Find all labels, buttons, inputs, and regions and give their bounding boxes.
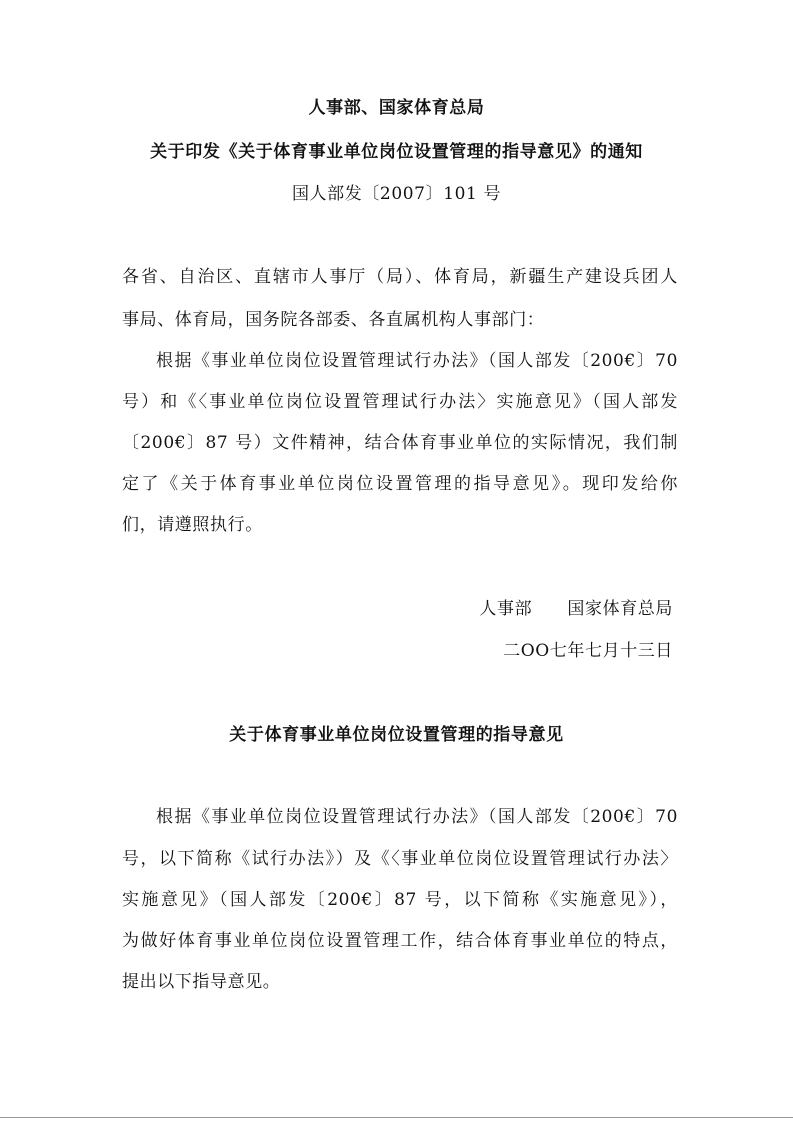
notice-body-line: 定了《关于体育事业单位岗位设置管理的指导意见》。现印发给你 bbox=[122, 474, 678, 494]
document-number: 国人部发〔2007〕101 号 bbox=[291, 184, 502, 204]
issue-date: 二OO七年七月十三日 bbox=[503, 641, 673, 661]
guidance-body-line: 实施意见》（国人部发〔200€〕87 号，以下简称《实施意见》）， bbox=[122, 890, 678, 910]
issuers-heading: 人事部、国家体育总局 bbox=[308, 98, 485, 118]
guidance-body-line: 根据《事业单位岗位设置管理试行办法》（国人部发〔200€〕70 bbox=[156, 807, 678, 827]
notice-body-line: 〔200€〕87 号）文件精神，结合体育事业单位的实际情况，我们制 bbox=[122, 433, 678, 453]
signatories: 人事部 国家体育总局 bbox=[479, 599, 673, 619]
notice-body-line: 号）和《〈事业单位岗位设置管理试行办法〉实施意见》（国人部发 bbox=[122, 392, 678, 412]
notice-body-line: 根据《事业单位岗位设置管理试行办法》（国人部发〔200€〕70 bbox=[156, 351, 678, 371]
addressee-line: 事局、体育局，国务院各部委、各直属机构人事部门： bbox=[122, 310, 545, 330]
guidance-body-line: 为做好体育事业单位岗位设置管理工作，结合体育事业单位的特点， bbox=[122, 931, 678, 951]
guidance-body-line: 号，以下简称《试行办法》）及《〈事业单位岗位设置管理试行办法〉 bbox=[122, 849, 678, 869]
page-bottom-divider bbox=[0, 1117, 793, 1118]
notice-body-line: 们，请遵照执行。 bbox=[122, 515, 263, 535]
guidance-body-line: 提出以下指导意见。 bbox=[122, 972, 281, 992]
addressee-line: 各省、自治区、直辖市人事厅（局）、体育局，新疆生产建设兵团人 bbox=[122, 267, 678, 287]
guidance-title: 关于体育事业单位岗位设置管理的指导意见 bbox=[229, 725, 564, 745]
notice-title: 关于印发《关于体育事业单位岗位设置管理的指导意见》的通知 bbox=[150, 142, 643, 162]
